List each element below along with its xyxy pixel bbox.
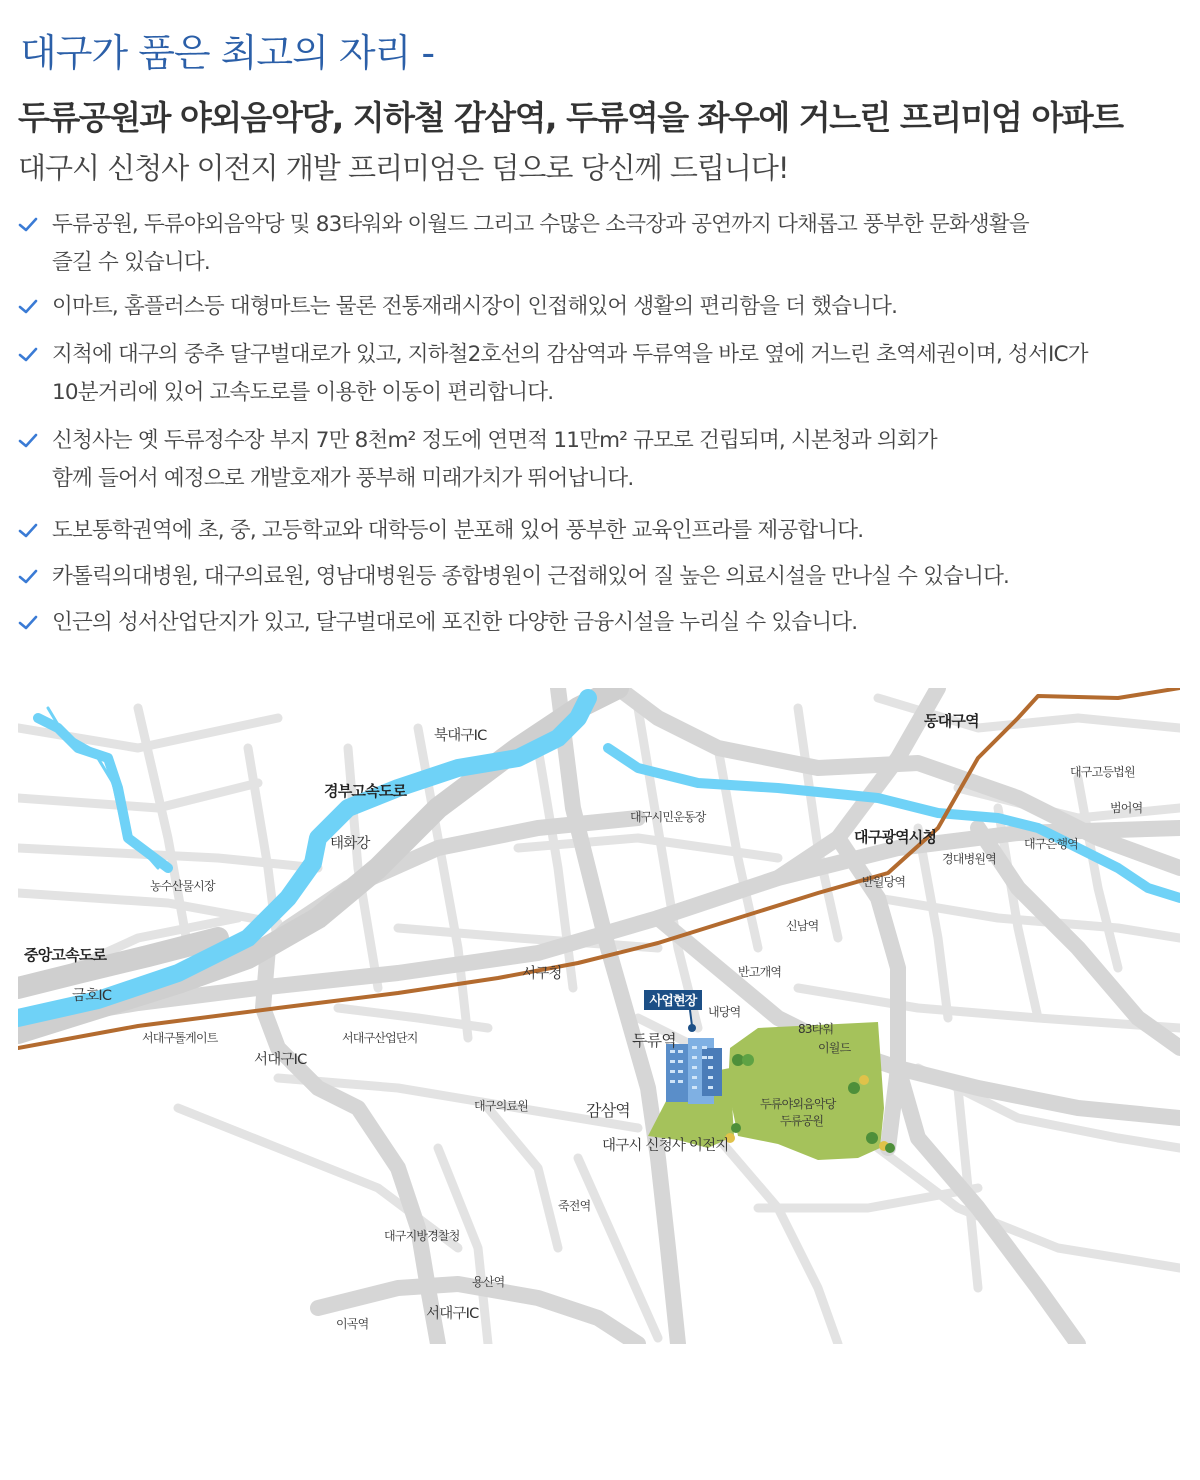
check-icon xyxy=(18,569,38,585)
site-badge: 사업현장 xyxy=(649,994,697,1009)
label-gyeongbu: 경부고속도로 xyxy=(324,782,407,800)
subline: 대구시 신청사 이전지 개발 프리미엄은 덤으로 당신께 드립니다! xyxy=(18,151,789,185)
label-park-1: 두류야외음악당 xyxy=(760,1097,836,1111)
label-medical: 대구의료원 xyxy=(474,1099,528,1113)
label-seogu: 서구청 xyxy=(522,966,562,982)
label-duryu-station: 두류역 xyxy=(632,1031,676,1050)
label-yongsan: 용산역 xyxy=(472,1275,505,1289)
list-item xyxy=(18,206,1188,282)
label-eworld: 이월드 xyxy=(818,1041,851,1055)
check-icon xyxy=(18,523,38,539)
feature-list xyxy=(18,206,1188,642)
list-item xyxy=(18,604,1188,642)
label-jukjeon: 죽전역 xyxy=(558,1199,591,1213)
label-seodaegu-ic-2: 서대구IC xyxy=(426,1306,479,1322)
label-dongdaegu: 동대구역 xyxy=(924,712,979,730)
label-park-2: 두류공원 xyxy=(780,1114,824,1128)
feature-text: 카톨릭의대병원, 대구의료원, 영남대병원등 종합병원이 근접해있어 질 높은 의료시설을 만나실 수 있습니다. xyxy=(52,564,1010,589)
label-taehwa: 태화강 xyxy=(330,836,370,852)
label-new-hall: 대구시 신청사 이전지 xyxy=(602,1138,729,1154)
map-canvas xyxy=(18,688,1180,1344)
check-icon xyxy=(18,347,38,363)
list-item xyxy=(18,288,1188,326)
subhead: 두류공원과 야외음악당, 지하철 감삼역, 두류역을 좌우에 거느린 프리미엄 아파트 xyxy=(18,98,1123,137)
list-item xyxy=(18,512,1188,550)
label-igok: 이곡역 xyxy=(336,1317,369,1331)
label-naedang: 내당역 xyxy=(708,1005,741,1019)
label-beomeo: 범어역 xyxy=(1110,801,1143,815)
label-bank: 대구은행역 xyxy=(1024,837,1078,851)
feature-text: 지척에 대구의 중추 달구벌대로가 있고, 지하철2호선의 감삼역과 두류역을 바로 옆에 거느린 초역세권이며, 성서IC가 xyxy=(52,342,1088,367)
label-industrial: 서대구산업단지 xyxy=(342,1031,418,1045)
label-jungang: 중앙고속도로 xyxy=(24,946,107,964)
list-item xyxy=(18,422,1188,498)
label-banwoldang: 반월당역 xyxy=(862,875,906,889)
feature-text: 두류공원, 두류야외음악당 및 83타워와 이월드 그리고 수많은 소극장과 공연까지 다채롭고 풍부한 문화생활을 xyxy=(52,212,1029,237)
label-market: 농수산물시장 xyxy=(150,879,215,893)
label-gamsam: 감삼역 xyxy=(586,1101,630,1120)
feature-text: 함께 들어서 예정으로 개발호재가 풍부해 미래가치가 뛰어납니다. xyxy=(52,466,634,491)
label-city-hall: 대구광역시청 xyxy=(854,828,937,846)
label-geumho: 금호IC xyxy=(72,988,112,1004)
feature-text: 도보통학권역에 초, 중, 고등학교와 대학등이 분포해 있어 풍부한 교육인프라를 제공합니다. xyxy=(52,518,864,543)
label-court: 대구고등법원 xyxy=(1070,765,1135,779)
check-icon xyxy=(18,299,38,315)
label-bukdaegu-ic: 북대구IC xyxy=(434,728,487,744)
label-sinnam: 신남역 xyxy=(786,919,819,933)
feature-text: 즐길 수 있습니다. xyxy=(52,250,210,275)
label-kyungdae: 경대병원역 xyxy=(942,852,996,866)
label-seodaegu-ic-1: 서대구IC xyxy=(254,1052,307,1068)
feature-text: 이마트, 홈플러스등 대형마트는 물론 전통재래시장이 인접해있어 생활의 편리함을 더 했습니다. xyxy=(52,294,898,319)
feature-text: 신청사는 옛 두류정수장 부지 7만 8천m² 정도에 연면적 11만m² 규모로 건립되며, 시본청과 의회가 xyxy=(52,428,937,453)
feature-text: 인근의 성서산업단지가 있고, 달구벌대로에 포진한 다양한 금융시설을 누리실 수 있습니다. xyxy=(52,610,858,635)
label-bango: 반고개역 xyxy=(738,965,782,979)
list-item xyxy=(18,558,1188,596)
label-gate: 서대구톨게이트 xyxy=(142,1031,218,1045)
label-police: 대구지방경찰청 xyxy=(384,1229,460,1243)
feature-text: 10분거리에 있어 고속도로를 이용한 이동이 편리합니다. xyxy=(52,380,554,405)
check-icon xyxy=(18,433,38,449)
list-item xyxy=(18,336,1188,412)
headline: 대구가 품은 최고의 자리 - xyxy=(20,31,435,75)
check-icon xyxy=(18,217,38,233)
check-icon xyxy=(18,615,38,631)
area-map xyxy=(18,688,1180,1344)
label-tower: 83타워 xyxy=(798,1022,834,1036)
label-stadium: 대구시민운동장 xyxy=(630,810,706,824)
